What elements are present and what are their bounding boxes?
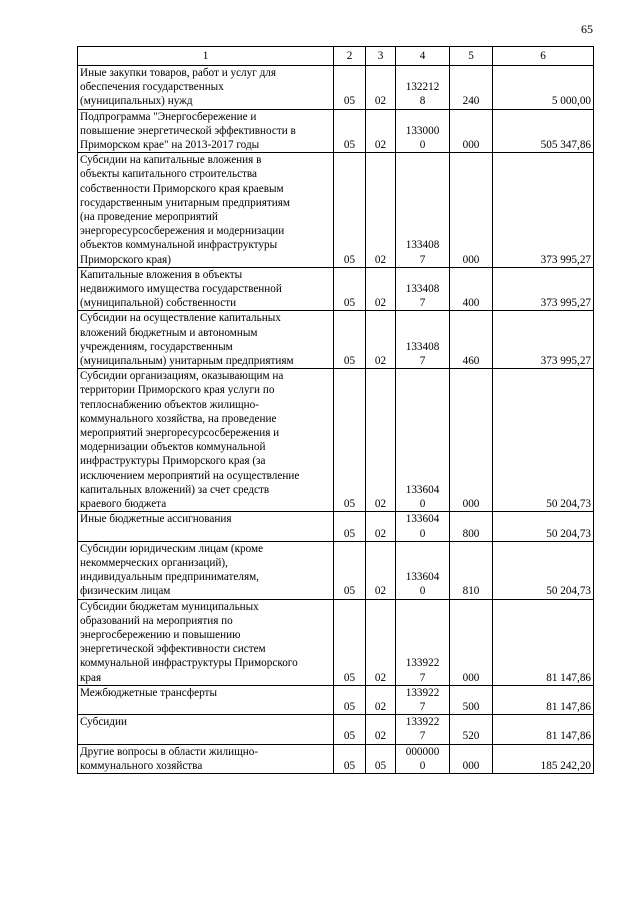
row-expense-type: 000 xyxy=(450,369,493,512)
column-header-subsection: 3 xyxy=(366,47,396,66)
column-header-name: 1 xyxy=(78,47,334,66)
column-header-section: 2 xyxy=(334,47,366,66)
row-section: 05 xyxy=(334,153,366,268)
row-target-code: 000000 0 xyxy=(396,744,450,773)
row-section: 05 xyxy=(334,66,366,110)
table-row xyxy=(78,744,594,773)
row-section: 05 xyxy=(334,744,366,773)
row-target-code: 132212 8 xyxy=(396,66,450,110)
row-name: Иные закупки товаров, работ и услуг для обеспечения государственных (муниципальных) нужд xyxy=(78,66,334,110)
row-name: Капитальные вложения в объекты недвижимого имущества государственной (муниципальной) собственности xyxy=(78,267,334,311)
row-expense-type: 400 xyxy=(450,267,493,311)
row-expense-type: 000 xyxy=(450,153,493,268)
row-name: Межбюджетные трансферты xyxy=(78,685,334,714)
row-name: Иные бюджетные ассигнования xyxy=(78,512,334,541)
row-section: 05 xyxy=(334,541,366,599)
row-subsection: 02 xyxy=(366,311,396,369)
table-row xyxy=(78,153,594,268)
row-name: Субсидии xyxy=(78,715,334,744)
row-expense-type: 810 xyxy=(450,541,493,599)
row-amount: 81 147,86 xyxy=(493,599,594,685)
row-amount: 373 995,27 xyxy=(493,153,594,268)
page-number: 65 xyxy=(581,22,593,36)
row-section: 05 xyxy=(334,512,366,541)
row-subsection: 02 xyxy=(366,599,396,685)
row-expense-type: 520 xyxy=(450,715,493,744)
row-amount: 50 204,73 xyxy=(493,512,594,541)
table-row xyxy=(78,66,594,110)
table-row xyxy=(78,715,594,744)
row-target-code: 133408 7 xyxy=(396,267,450,311)
row-target-code: 133408 7 xyxy=(396,153,450,268)
row-subsection: 02 xyxy=(366,267,396,311)
row-name: Субсидии организациям, оказывающим на территории Приморского края услуги по теплоснабжению объектов жилищно- коммунального хозяйства, на проведение мероприятий энергоресурсосбережения и модернизации объектов коммунальной инфраструктуры Приморского края (за исключением мероприятий на осуществление капитальных вложений) за счет средств краевого бюджета xyxy=(78,369,334,512)
table-row xyxy=(78,267,594,311)
row-subsection: 05 xyxy=(366,744,396,773)
row-target-code: 133604 0 xyxy=(396,369,450,512)
table-row xyxy=(78,369,594,512)
row-section: 05 xyxy=(334,311,366,369)
row-section: 05 xyxy=(334,267,366,311)
row-expense-type: 000 xyxy=(450,109,493,153)
table-row xyxy=(78,512,594,541)
row-name: Субсидии на капитальные вложения в объекты капитального строительства собственности Приморского края краевым государственным унитарным предприятиям (на проведение мероприятий энергоресурсосбережения и модернизации объектов коммунальной инфраструктуры Приморского края) xyxy=(78,153,334,268)
row-section: 05 xyxy=(334,109,366,153)
table-row xyxy=(78,311,594,369)
row-amount: 185 242,20 xyxy=(493,744,594,773)
row-section: 05 xyxy=(334,685,366,714)
row-expense-type: 500 xyxy=(450,685,493,714)
row-amount: 81 147,86 xyxy=(493,685,594,714)
column-header-target-code: 4 xyxy=(396,47,450,66)
table-row xyxy=(78,599,594,685)
row-section: 05 xyxy=(334,369,366,512)
table-row xyxy=(78,109,594,153)
row-amount: 5 000,00 xyxy=(493,66,594,110)
row-target-code: 133604 0 xyxy=(396,541,450,599)
row-amount: 373 995,27 xyxy=(493,311,594,369)
row-amount: 50 204,73 xyxy=(493,541,594,599)
row-name: Субсидии бюджетам муниципальных образований на мероприятия по энергосбережению и повышению энергетической эффективности систем коммунальной инфраструктуры Приморского края xyxy=(78,599,334,685)
table-row xyxy=(78,685,594,714)
row-target-code: 133922 7 xyxy=(396,685,450,714)
row-target-code: 133922 7 xyxy=(396,715,450,744)
row-expense-type: 240 xyxy=(450,66,493,110)
row-subsection: 02 xyxy=(366,512,396,541)
row-expense-type: 800 xyxy=(450,512,493,541)
budget-table xyxy=(77,46,594,774)
table-row xyxy=(78,541,594,599)
row-subsection: 02 xyxy=(366,685,396,714)
row-target-code: 133922 7 xyxy=(396,599,450,685)
row-subsection: 02 xyxy=(366,541,396,599)
column-header-amount: 6 xyxy=(493,47,594,66)
table-header-row xyxy=(78,47,594,66)
row-target-code: 133000 0 xyxy=(396,109,450,153)
row-expense-type: 460 xyxy=(450,311,493,369)
row-section: 05 xyxy=(334,599,366,685)
row-subsection: 02 xyxy=(366,66,396,110)
column-header-expense-type: 5 xyxy=(450,47,493,66)
row-target-code: 133604 0 xyxy=(396,512,450,541)
row-name: Другие вопросы в области жилищно- коммунального хозяйства xyxy=(78,744,334,773)
row-subsection: 02 xyxy=(366,715,396,744)
row-expense-type: 000 xyxy=(450,599,493,685)
row-expense-type: 000 xyxy=(450,744,493,773)
row-amount: 50 204,73 xyxy=(493,369,594,512)
budget-table-body xyxy=(78,47,594,774)
row-amount: 505 347,86 xyxy=(493,109,594,153)
row-name: Субсидии юридическим лицам (кроме некоммерческих организаций), индивидуальным предпринимателям, физическим лицам xyxy=(78,541,334,599)
row-name: Субсидии на осуществление капитальных вложений бюджетным и автономным учреждениям, государственным (муниципальным) унитарным предприятиям xyxy=(78,311,334,369)
row-amount: 81 147,86 xyxy=(493,715,594,744)
row-subsection: 02 xyxy=(366,109,396,153)
row-subsection: 02 xyxy=(366,369,396,512)
row-subsection: 02 xyxy=(366,153,396,268)
row-name: Подпрограмма "Энергосбережение и повышение энергетической эффективности в Приморском крае" на 2013-2017 годы xyxy=(78,109,334,153)
row-amount: 373 995,27 xyxy=(493,267,594,311)
row-target-code: 133408 7 xyxy=(396,311,450,369)
row-section: 05 xyxy=(334,715,366,744)
